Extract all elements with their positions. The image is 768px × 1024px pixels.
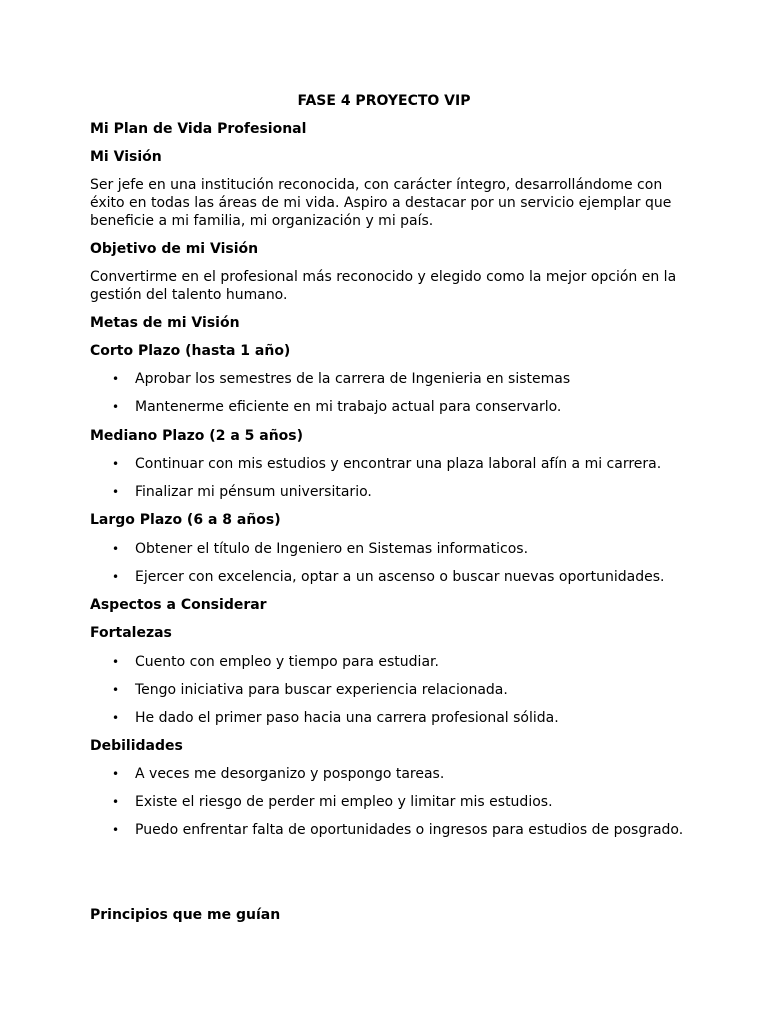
bullet-icon: • — [112, 823, 120, 837]
objective-heading: Objetivo de mi Visión — [90, 241, 259, 257]
vision-text-line: Ser jefe en una institución reconocida, con carácter íntegro, desarrollándome con — [90, 177, 663, 193]
bullet-icon: • — [112, 795, 120, 809]
weaknesses-heading: Debilidades — [90, 738, 183, 754]
vision-text-line: beneficie a mi familia, mi organización y mi país. — [90, 213, 434, 229]
bullet-icon: • — [112, 400, 120, 414]
objective-text-line: Convertirme en el profesional más reconocido y elegido como la mejor opción en la — [90, 269, 677, 285]
bullet-icon: • — [112, 570, 120, 584]
list-item-text: Tengo iniciativa para buscar experiencia relacionada. — [135, 682, 508, 698]
bullet-icon: • — [112, 711, 120, 725]
objective-text-line: gestión del talento humano. — [90, 287, 288, 303]
bullet-icon: • — [112, 542, 120, 556]
bullet-icon: • — [112, 372, 120, 386]
list-item-text: Cuento con empleo y tiempo para estudiar. — [135, 654, 439, 670]
list-item-text: Mantenerme eficiente en mi trabajo actual para conservarlo. — [135, 399, 562, 415]
list-item-text: Finalizar mi pénsum universitario. — [135, 484, 372, 500]
plan-heading: Mi Plan de Vida Profesional — [90, 121, 307, 137]
vision-heading: Mi Visión — [90, 149, 162, 165]
bullet-icon: • — [112, 767, 120, 781]
bullet-icon: • — [112, 655, 120, 669]
list-item-text: Ejercer con excelencia, optar a un ascenso o buscar nuevas oportunidades. — [135, 569, 665, 585]
list-item-text: Continuar con mis estudios y encontrar una plaza laboral afín a mi carrera. — [135, 456, 662, 472]
strengths-heading: Fortalezas — [90, 625, 172, 641]
bullet-icon: • — [112, 457, 120, 471]
bullet-icon: • — [112, 485, 120, 499]
list-item-text: A veces me desorganizo y pospongo tareas. — [135, 766, 445, 782]
list-item-text: Obtener el título de Ingeniero en Sistemas informaticos. — [135, 541, 529, 557]
medium-term-heading: Mediano Plazo (2 a 5 años) — [90, 428, 304, 444]
principles-heading: Principios que me guían — [90, 907, 281, 923]
list-item-text: He dado el primer paso hacia una carrera profesional sólida. — [135, 710, 559, 726]
long-term-heading: Largo Plazo (6 a 8 años) — [90, 512, 281, 528]
vision-text-line: éxito en todas las áreas de mi vida. Aspiro a destacar por un servicio ejemplar que — [90, 195, 672, 211]
document-title: FASE 4 PROYECTO VIP — [297, 93, 471, 109]
goals-heading: Metas de mi Visión — [90, 315, 240, 331]
list-item-text: Existe el riesgo de perder mi empleo y limitar mis estudios. — [135, 794, 553, 810]
list-item-text: Aprobar los semestres de la carrera de Ingenieria en sistemas — [135, 371, 571, 387]
short-term-heading: Corto Plazo (hasta 1 año) — [90, 343, 291, 359]
bullet-icon: • — [112, 683, 120, 697]
list-item-text: Puedo enfrentar falta de oportunidades o ingresos para estudios de posgrado. — [135, 822, 684, 838]
aspects-heading: Aspectos a Considerar — [90, 597, 267, 613]
